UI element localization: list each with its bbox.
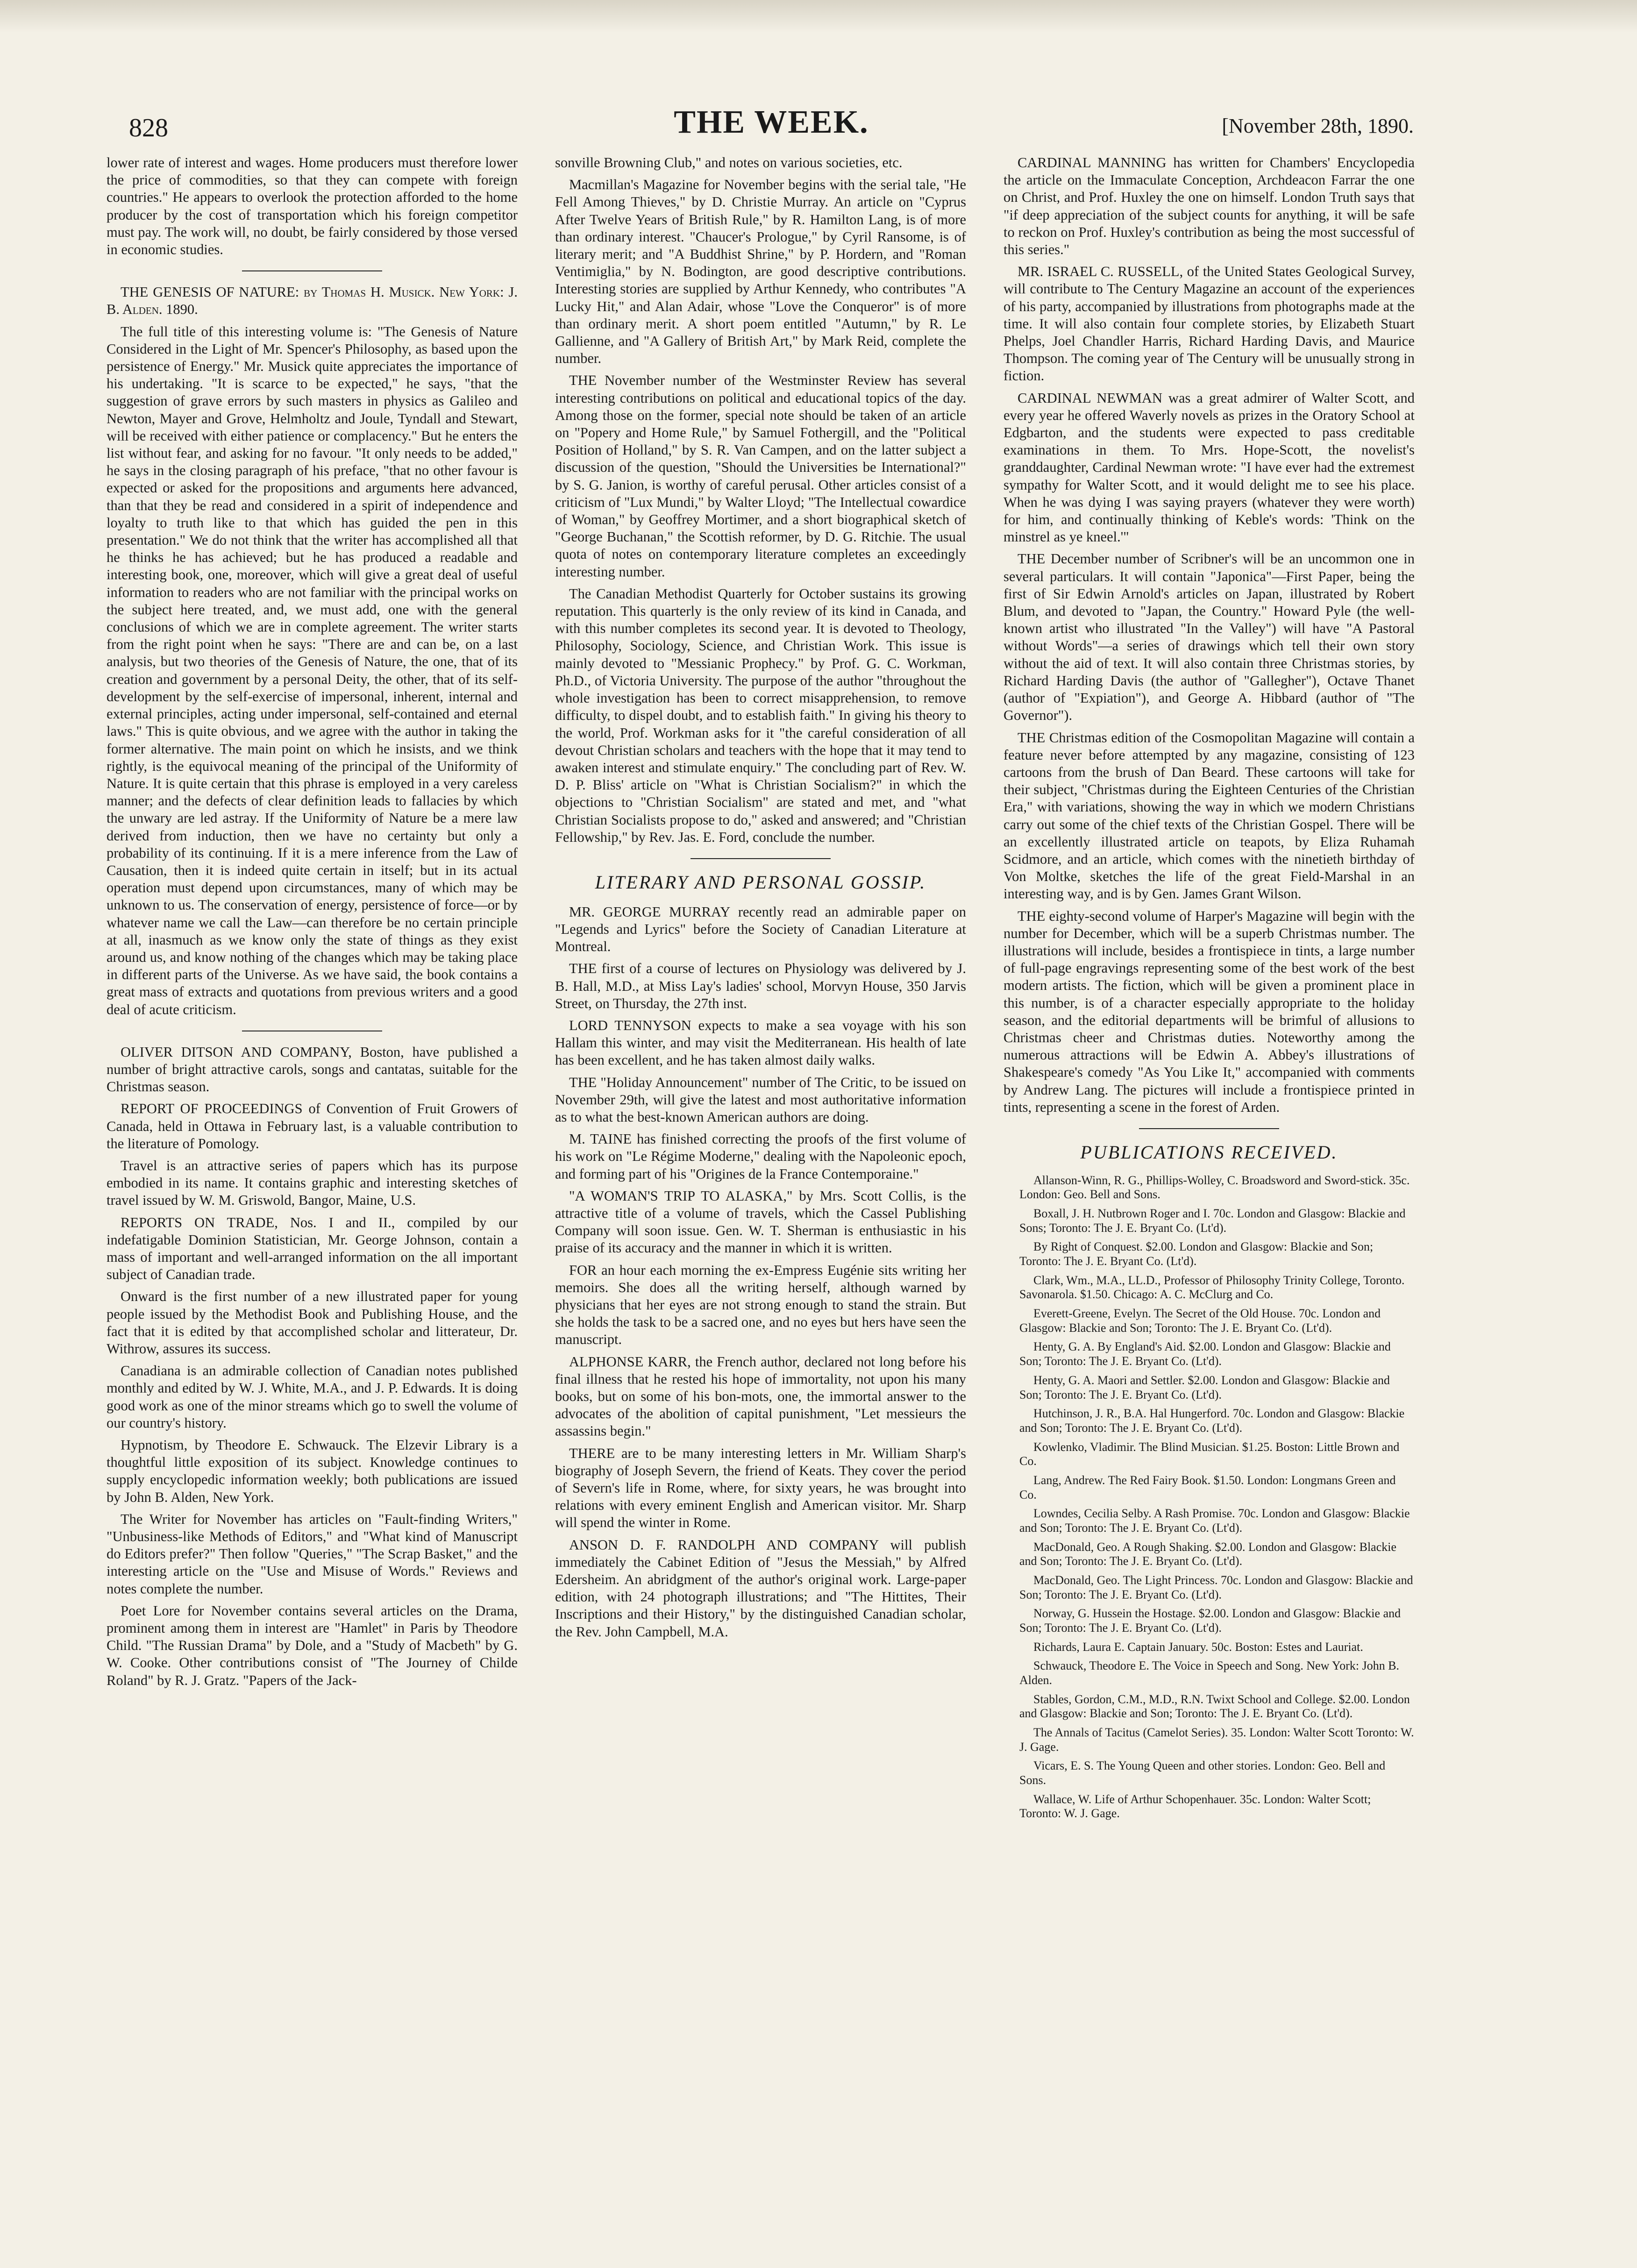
article-columns (107, 154, 1415, 2242)
paragraph: OLIVER DITSON AND COMPANY, Boston, have published a number of bright attractive carols, songs and cantatas, suitable for the Christmas season. (107, 1044, 518, 1095)
masthead: THE WEEK. (674, 104, 869, 140)
page-number: 828 (129, 114, 168, 142)
paragraph: CARDINAL MANNING has written for Chambers' Encyclopedia the article on the Immaculate Conception, Archdeacon Farrar the one on Christ, and Prof. Huxley the one on himself. London Truth says that "if deep appreciation of the subject counts for anything, it will be safe to reckon on Prof. Huxley's contribution as being the most successful of this series." (1004, 155, 1415, 258)
paragraph: Hypnotism, by Theodore E. Schwauck. The Elzevir Library is a thoughtful little exposition of its subject. Knowledge continues to supply encyclopedic information weekly; both publications are issued by John B. Alden, New York. (107, 1437, 518, 1505)
list-item: MacDonald, Geo. A Rough Shaking. $2.00. London and Glasgow: Blackie and Son; Toronto: The J. E. Bryant Co. (Lt'd). (1019, 1540, 1397, 1568)
list-item: Everett-Greene, Evelyn. The Secret of the Old House. 70c. London and Glasgow: Blackie and Son; Toronto: The J. E. Bryant Co. (Lt'd). (1019, 1307, 1381, 1335)
list-item: By Right of Conquest. $2.00. London and Glasgow: Blackie and Son; Toronto: The J. E. Bryant Co. (Lt'd). (1019, 1240, 1374, 1268)
paragraph: THERE are to be many interesting letters in Mr. William Sharp's biography of Joseph Severn, the friend of Keats. They cover the period of Severn's life in Rome, where, for sixty years, he was brought into relations with every eminent English and American visitor. Mr. Sharp will spend the winter in Rome. (555, 1445, 966, 1531)
list-item: Lowndes, Cecilia Selby. A Rash Promise. 70c. London and Glasgow: Blackie and Son; Toronto: The J. E. Bryant Co. (Lt'd). (1019, 1507, 1410, 1535)
paragraph: THE eighty-second volume of Harper's Magazine will begin with the number for December, which will be a superb Christmas number. The illustrations will include, besides a frontispiece in tints, a large number of full-page engravings representing some of the best work of the best modern artists. The fiction, which will be given a prominent place in this number, is of a character especially appropriate to the holiday season, and the editorial departments will be brimful of allusions to Christmas cheer and Christmas duties. Noteworthy among the numerous attractions will be Edwin A. Abbey's illustrations of Shakespeare's comedy "As You Like It," accompanied with comments by Andrew Lang. The pictures will include a frontispiece printed in tints, representing a scene in the forest of Arden. (1004, 908, 1415, 1115)
list-item: Richards, Laura E. Captain January. 50c. Boston: Estes and Lauriat. (1033, 1640, 1363, 1654)
paragraph: Travel is an attractive series of papers which has its purpose embodied in its name. It contains graphic and interesting sketches of travel issued by W. M. Griswold, Bangor, Maine, U.S. (107, 1157, 518, 1209)
paragraph: LORD TENNYSON expects to make a sea voyage with his son Hallam this winter, and may visit the Mediterranean. His health of late has been excellent, and he has taken almost daily walks. (555, 1017, 966, 1068)
list-item: Clark, Wm., M.A., LL.D., Professor of Philosophy Trinity College, Toronto. Savonarola. $1.50. Chicago: A. C. McClurg and Co. (1019, 1273, 1405, 1301)
paragraph: "A WOMAN'S TRIP TO ALASKA," by Mrs. Scott Collis, is the attractive title of a volume of travels, which the Cassel Publishing Company will soon issue. Gen. W. T. Sherman is enthusiastic in his praise of its accuracy and the manner in which it is written. (555, 1187, 966, 1256)
list-item: Hutchinson, J. R., B.A. Hal Hungerford. 70c. London and Glasgow: Blackie and Son; Toronto: The J. E. Bryant Co. (Lt'd). (1019, 1407, 1405, 1435)
paragraph: Macmillan's Magazine for November begins with the serial tale, "He Fell Among Thieves," by D. Christie Murray. An article on "Cyprus After Twelve Years of British Rule," by R. Hamilton Lang, is of more than ordinary interest. "Chaucer's Prologue," by Cyril Ransome, is of literary merit; and "A Buddhist Shrine," by P. Hordern, and "Roman Ventimiglia," by N. Bodington, are good descriptive contributions. Interesting stories are supplied by Arthur Kennedy, who contributes "A Lucky Hit," and Alan Adair, whose "Love the Conqueror" is of more than ordinary merit. A short poem entitled "Autumn," by R. Le Gallienne, and "A Gallery of British Art," by Mark Reid, complete the number. (555, 177, 966, 367)
column-1 (107, 154, 518, 2242)
paragraph: MR. ISRAEL C. RUSSELL, of the United States Geological Survey, will contribute to The Century Magazine an account of the experiences of his party, accompanied by illustrations from photographs made at the time. It will also contain four complete stories, by Elizabeth Stuart Phelps, Joel Chandler Harris, Richard Harding Davis, and Maurice Thompson. The coming year of The Century will be unusually strong in fiction. (1004, 263, 1415, 384)
publications-section-title: PUBLICATIONS RECEIVED. (1080, 1141, 1338, 1163)
paragraph: The Writer for November has articles on "Fault-finding Writers," "Unbusiness-like Methods of Editors," and "What kind of Manuscript do Editors prefer?" Then follow "Queries," "The Scrap Basket," and the interesting article on the "Use and Misuse of Words." Reviews and notes complete the number. (107, 1511, 518, 1597)
paragraph: The full title of this interesting volume is: "The Genesis of Nature Considered in the Light of Mr. Spencer's Philosophy, as based upon the persistence of Energy." Mr. Musick quite appreciates the importance of his undertaking. "It is scarce to be expected," he says, "that the suggestion of grave errors by such masters in physics as Galileo and Newton, Mayer and Grove, Helmholtz and Joule, Tyndall and Stewart, will be received with either patience or complacency." But he enters the list without fear, and asking for no favour. "It only needs to be added," he says in the closing paragraph of his preface, "that no other favour is expected or asked for the propositions and arguments here advanced, than that they be read and considered in a spirit of independence and loyalty to truth like to that which has guided the pen in this presentation." We do not think that the writer has accomplished all that he thinks he has achieved; but he has produced a readable and interesting book, one, moreover, which will give a great deal of useful information to readers who are not familiar with the principal works on the subject here treated, and, we must add, one with the general conclusions of which we are in complete agreement. The writer starts from the right point when he says: "There are and can be, on a last analysis, but two theories of the Genesis of Nature, the one, that of its creation and government by a personal Deity, the other, that of its self-development by the self-exercise of impersonal, inherent, internal and external principles, acting under impersonal, self-contained and eternal laws." This is quite obvious, and we agree with the author in taking the former alternative. The main point on which he insists, and we think rightly, is the equivocal meaning of the principal of the Uniformity of Nature. It is quite certain that this phrase is employed in a very careless manner; and the defects of clear definition leads to fallacies by which the unwary are led astray. If the Uniformity of Nature be a mere law derived from induction, then we have no certainty but only a probability of its continuing. If it is a mere inference from the Law of Causation, then it is indeed quite certain in itself; but in its actual operation must depend upon circumstances, many of which may be unknown to us. The conservation of energy, persistence of force—or by whatever name we call the Law—can therefore be no certain principle at all, inasmuch as we know only the state of things as they exist around us, and know nothing of the changes which may be taking place in different parts of the Universe. As we have said, the book contains a great mass of extracts and quotations from previous writers and a good deal of acute criticism. (107, 323, 518, 1017)
list-item: Kowlenko, Vladimir. The Blind Musician. $1.25. Boston: Little Brown and Co. (1019, 1440, 1400, 1468)
paragraph: MR. GEORGE MURRAY recently read an admirable paper on "Legends and Lyrics" before the Society of Canadian Literature at Montreal. (555, 903, 966, 955)
paragraph: M. TAINE has finished correcting the proofs of the first volume of his work on "Le Régime Moderne," dealing with the Napoleonic epoch, and forming part of his "Origines de la France Contemporaine." (555, 1131, 966, 1182)
list-item: Stables, Gordon, C.M., M.D., R.N. Twixt School and College. $2.00. London and Glasgow: Blackie and Son; Toronto: The J. E. Bryant Co. (Lt'd). (1019, 1692, 1410, 1721)
list-item: Wallace, W. Life of Arthur Schopenhauer. 35c. London: Walter Scott; Toronto: W. J. Gage. (1019, 1792, 1371, 1820)
paragraph: The Canadian Methodist Quarterly for October sustains its growing reputation. This quarterly is the only review of its kind in Canada, and with this number completes its second year. It is devoted to Theology, Philosophy, Sociology, Science, and Christian Work. This issue is mainly devoted to "Messianic Prophecy." by Prof. G. C. Workman, Ph.D., of Victoria University. The purpose of the author "throughout the whole investigation has been to correct misapprehension, to remove difficulty, to dispel doubt, and to establish faith." In giving his theory to the world, Prof. Workman asks for it "the careful consideration of all devout Christian scholars and teachers with the hope that it may tend to awaken interest and stimulate enquiry." The concluding part of Rev. W. D. P. Bliss' article on "What is Christian Socialism?" in which the objections to "Christian Socialism" are stated and met, and "what Christian Socialists propose to do," asked and answered; and "Christian Fellowship," by Rev. Jas. E. Ford, conclude the number. (555, 585, 966, 845)
paragraph: THE November number of the Westminster Review has several interesting contributions on political and educational topics of the day. Among those on the former, special note should be taken of an article on "Popery and Home Rule," by Samuel Fothergill, and the "Political Position of Holland," by S. R. Van Campen, and on the latter subject a discussion of the question, "Should the Universities be International?" by S. G. Janion, is worthy of careful perusal. Other articles consist of a criticism of "Lux Mundi," by Walter Lloyd; "The Intellectual cowardice of Woman," by Geoffrey Mortimer, and a short biographical sketch of "George Buchanan," the Scottish reformer, by D. G. Ritchie. The usual quota of notes on contemporary literature completes an exceedingly interesting number. (555, 372, 966, 580)
divider (242, 270, 382, 271)
paragraph: THE Christmas edition of the Cosmopolitan Magazine will contain a feature never before attempted by any magazine, consisting of 123 cartoons from the brush of Dan Beard. These cartoons will take for their subject, "Christmas during the Eighteen Centuries of the Christian Era," with variations, showing the way in which we modern Christians carry out some of the chief texts of the Christian Gospel. There will be an excellently illustrated article on teapots, by Eliza Ruhamah Scidmore, and an article, which comes with the ninetieth birthday of Von Moltke, sketches the life of the great Field-Marshal in an interesting way, and is by Gen. James Grant Wilson. (1004, 729, 1415, 902)
paragraph: Canadiana is an admirable collection of Canadian notes published monthly and edited by W. J. White, M.A., and J. P. Edwards. It is doing good work as one of the minor streams which go to swell the volume of our country's history. (107, 1363, 518, 1431)
page-top-edge (0, 0, 1637, 33)
page-header (129, 104, 1414, 146)
publications-list (1004, 1173, 1415, 1821)
paragraph: sonville Browning Club," and notes on various societies, etc. (555, 155, 903, 171)
paragraph: Poet Lore for November contains several articles on the Drama, prominent among them in interest are "Hamlet" in Paris by Theodore Child. "The Russian Drama" by Dole, and a "Study of Macbeth" by G. W. Cooke. Other contributions consist of "The Journey of Childe Roland" by R. J. Gratz. "Papers of the Jack- (107, 1602, 518, 1688)
list-item: Schwauck, Theodore E. The Voice in Speech and Song. New York: John B. Alden. (1019, 1659, 1400, 1687)
paragraph: THE "Holiday Announcement" number of The Critic, to be issued on November 29th, will give the latest and most authoritative information as to what the best-known American authors are doing. (555, 1074, 966, 1125)
list-item: Boxall, J. H. Nutbrown Roger and I. 70c. London and Glasgow: Blackie and Sons; Toronto: The J. E. Bryant Co. (Lt'd). (1019, 1207, 1406, 1235)
paragraph: lower rate of interest and wages. Home producers must therefore lower the price of commodities, so that they can compete with foreign countries." He appears to overlook the protection afforded to the home producer by the cost of transportation which his foreign competitor must pay. The work will, no doubt, be fairly considered by those versed in economic studies. (107, 155, 518, 258)
paragraph: REPORT OF PROCEEDINGS of Convention of Fruit Growers of Canada, held in Ottawa in February last, is a valuable contribution to the literature of Pomology. (107, 1101, 518, 1152)
divider (1139, 1128, 1279, 1129)
list-item: Norway, G. Hussein the Hostage. $2.00. London and Glasgow: Blackie and Son; Toronto: The J. E. Bryant Co. (Lt'd). (1019, 1607, 1401, 1635)
column-3 (1004, 154, 1415, 2242)
divider (690, 858, 831, 859)
paragraph: THE December number of Scribner's will be an uncommon one in several particulars. It will contain "Japonica"—First Paper, being the first of Sir Edwin Arnold's articles on Japan, illustrated by Robert Blum, and devoted to "Japan, the Country." Howard Pyle (the well-known artist who illustrated "In the Valley") will have "A Pastoral without Words"—a series of drawings which tell their own story without the aid of text. It will also contain three Christmas stories, by Richard Harding Davis (the author of "Gallegher"), Octave Thanet (author of "Expiation"), and George A. Hibbard (author of "The Governor"). (1004, 551, 1415, 724)
paragraph: THE first of a course of lectures on Physiology was delivered by J. B. Hall, M.D., at Miss Lay's ladies' school, Morvyn House, 350 Jarvis Street, on Thursday, the 27th inst. (555, 960, 966, 1011)
list-item: Henty, G. A. By England's Aid. $2.00. London and Glasgow: Blackie and Son; Toronto: The J. E. Bryant Co. (Lt'd). (1019, 1340, 1391, 1368)
paragraph: Onward is the first number of a new illustrated paper for young people issued by the Methodist Book and Publishing House, and the fact that it is edited by that accomplished scholar and litterateur, Dr. Withrow, assures its success. (107, 1288, 518, 1357)
list-item: Vicars, E. S. The Young Queen and other stories. London: Geo. Bell and Sons. (1019, 1759, 1386, 1787)
list-item: MacDonald, Geo. The Light Princess. 70c. London and Glasgow: Blackie and Son; Toronto: The J. E. Bryant Co. (Lt'd). (1019, 1573, 1413, 1601)
paragraph: REPORTS ON TRADE, Nos. I and II., compiled by our indefatigable Dominion Statistician, Mr. George Johnson, contain a mass of important and well-arranged information on the all important subject of Canadian trade. (107, 1214, 518, 1283)
gossip-section-title: LITERARY AND PERSONAL GOSSIP. (595, 871, 926, 893)
review-heading: THE GENESIS OF NATURE: by Thomas H. Musick. New York: J. B. Alden. 1890. (107, 284, 518, 318)
list-item: Lang, Andrew. The Red Fairy Book. $1.50. London: Longmans Green and Co. (1019, 1473, 1396, 1501)
list-item: Allanson-Winn, R. G., Phillips-Wolley, C. Broadsword and Sword-stick. 35c. London: Geo. Bell and Sons. (1019, 1173, 1410, 1202)
paragraph: ANSON D. F. RANDOLPH AND COMPANY will publish immediately the Cabinet Edition of "Jesus the Messiah," by Alfred Edersheim. An abridgment of the author's original work. Large-paper edition, with 24 photograph illustrations; and "The Hittites, Their Inscriptions and their History," by the distinguished Canadian scholar, the Rev. John Campbell, M.A. (555, 1536, 966, 1640)
issue-date: [November 28th, 1890. (1222, 114, 1414, 137)
paragraph: ALPHONSE KARR, the French author, declared not long before his final illness that he rested his hope of immortality, not upon his many books, but on some of his bon-mots, one, the immortal answer to the advocates of the abolition of capital punishment, "Let messieurs the assassins begin." (555, 1353, 966, 1439)
list-item: Henty, G. A. Maori and Settler. $2.00. London and Glasgow: Blackie and Son; Toronto: The J. E. Bryant Co. (Lt'd). (1019, 1373, 1390, 1401)
column-2 (555, 154, 966, 2242)
list-item: The Annals of Tacitus (Camelot Series). 35. London: Walter Scott Toronto: W. J. Gage. (1019, 1725, 1414, 1754)
paragraph: FOR an hour each morning the ex-Empress Eugénie sits writing her memoirs. She does all the writing herself, although warned by physicians that her eyes are not strong enough to stand the strain. But she holds the task to be a sacred one, and no eyes but hers have seen the manuscript. (555, 1262, 966, 1348)
paragraph: CARDINAL NEWMAN was a great admirer of Walter Scott, and every year he offered Waverly novels as prizes in the Oratory School at Edgbarton, and the students were expected to pass creditable examinations in them. To Mrs. Hope-Scott, the novelist's granddaughter, Cardinal Newman wrote: "I have ever had the extremest sympathy for Walter Scott, and it would delight me to see his place. When he was dying I was saying prayers (whatever they were worth) for him, and continually thinking of Keble's words: 'Think on the minstrel as ye kneel.'" (1004, 390, 1415, 545)
